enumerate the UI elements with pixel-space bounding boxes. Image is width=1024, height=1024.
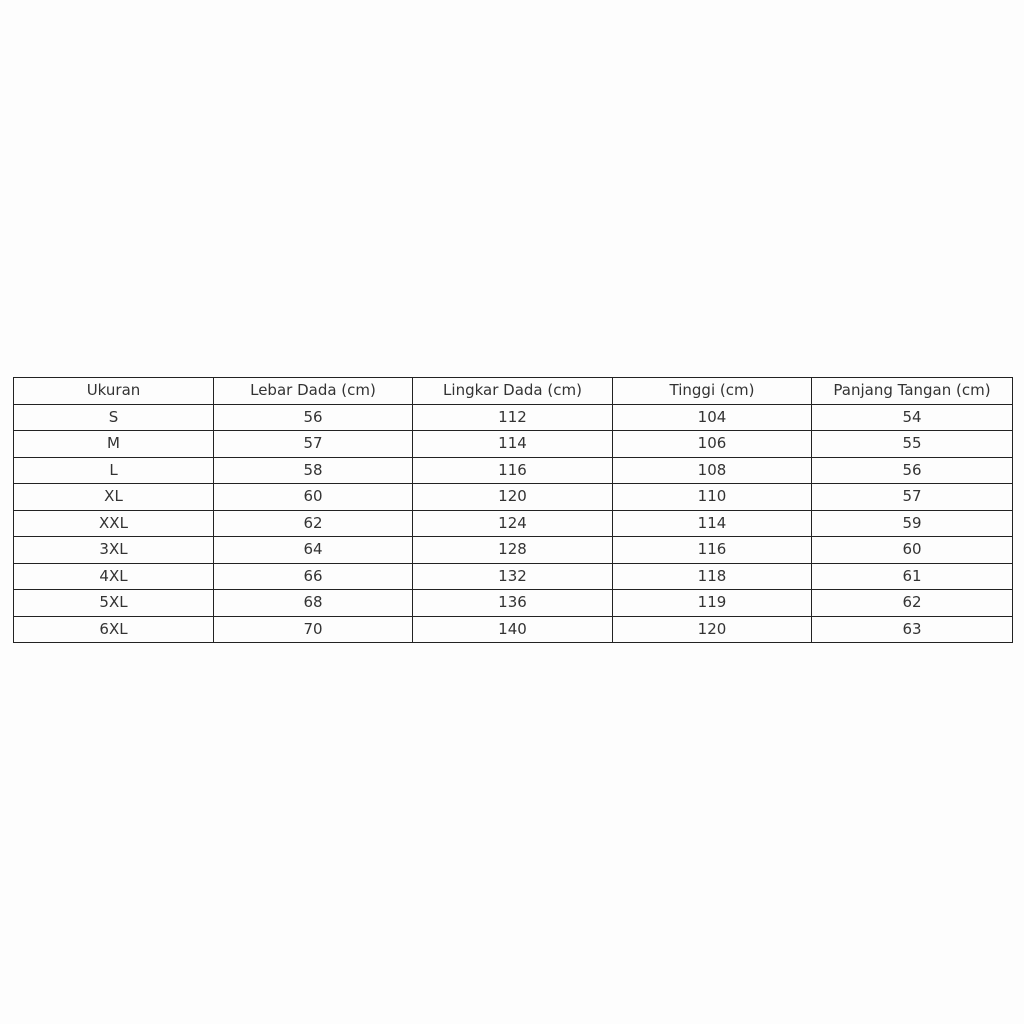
cell-size: 5XL: [14, 590, 214, 617]
cell-height: 120: [613, 616, 812, 643]
cell-height: 119: [613, 590, 812, 617]
cell-height: 118: [613, 563, 812, 590]
column-header-size: Ukuran: [14, 378, 214, 405]
cell-chest-circumference: 140: [413, 616, 613, 643]
cell-sleeve-length: 62: [812, 590, 1013, 617]
cell-chest-width: 58: [214, 457, 413, 484]
cell-chest-circumference: 114: [413, 431, 613, 458]
cell-chest-circumference: 112: [413, 404, 613, 431]
cell-height: 114: [613, 510, 812, 537]
cell-chest-circumference: 124: [413, 510, 613, 537]
cell-size: 3XL: [14, 537, 214, 564]
cell-size: M: [14, 431, 214, 458]
column-header-chest-width: Lebar Dada (cm): [214, 378, 413, 405]
cell-sleeve-length: 54: [812, 404, 1013, 431]
table-row: [14, 616, 1013, 643]
cell-height: 106: [613, 431, 812, 458]
cell-size: 4XL: [14, 563, 214, 590]
cell-chest-width: 57: [214, 431, 413, 458]
cell-chest-circumference: 116: [413, 457, 613, 484]
size-chart-table: [13, 377, 1013, 643]
table-header: [14, 378, 1013, 405]
table-row: [14, 457, 1013, 484]
cell-chest-width: 60: [214, 484, 413, 511]
column-header-chest-circumference: Lingkar Dada (cm): [413, 378, 613, 405]
cell-sleeve-length: 61: [812, 563, 1013, 590]
table-row: [14, 563, 1013, 590]
cell-chest-circumference: 132: [413, 563, 613, 590]
cell-chest-circumference: 136: [413, 590, 613, 617]
cell-chest-width: 64: [214, 537, 413, 564]
cell-height: 110: [613, 484, 812, 511]
table-row: [14, 537, 1013, 564]
cell-chest-width: 70: [214, 616, 413, 643]
table-body: [14, 404, 1013, 643]
cell-height: 116: [613, 537, 812, 564]
cell-chest-width: 66: [214, 563, 413, 590]
column-header-height: Tinggi (cm): [613, 378, 812, 405]
cell-size: XXL: [14, 510, 214, 537]
table-row: [14, 510, 1013, 537]
cell-sleeve-length: 55: [812, 431, 1013, 458]
cell-size: 6XL: [14, 616, 214, 643]
cell-size: L: [14, 457, 214, 484]
cell-height: 104: [613, 404, 812, 431]
table-row: [14, 590, 1013, 617]
cell-sleeve-length: 57: [812, 484, 1013, 511]
cell-chest-width: 56: [214, 404, 413, 431]
cell-sleeve-length: 56: [812, 457, 1013, 484]
cell-chest-circumference: 120: [413, 484, 613, 511]
cell-sleeve-length: 63: [812, 616, 1013, 643]
cell-size: S: [14, 404, 214, 431]
table-row: [14, 431, 1013, 458]
table-row: [14, 404, 1013, 431]
header-row: [14, 378, 1013, 405]
cell-chest-width: 68: [214, 590, 413, 617]
column-header-sleeve-length: Panjang Tangan (cm): [812, 378, 1013, 405]
cell-height: 108: [613, 457, 812, 484]
table-row: [14, 484, 1013, 511]
cell-sleeve-length: 60: [812, 537, 1013, 564]
cell-size: XL: [14, 484, 214, 511]
cell-chest-circumference: 128: [413, 537, 613, 564]
cell-chest-width: 62: [214, 510, 413, 537]
cell-sleeve-length: 59: [812, 510, 1013, 537]
